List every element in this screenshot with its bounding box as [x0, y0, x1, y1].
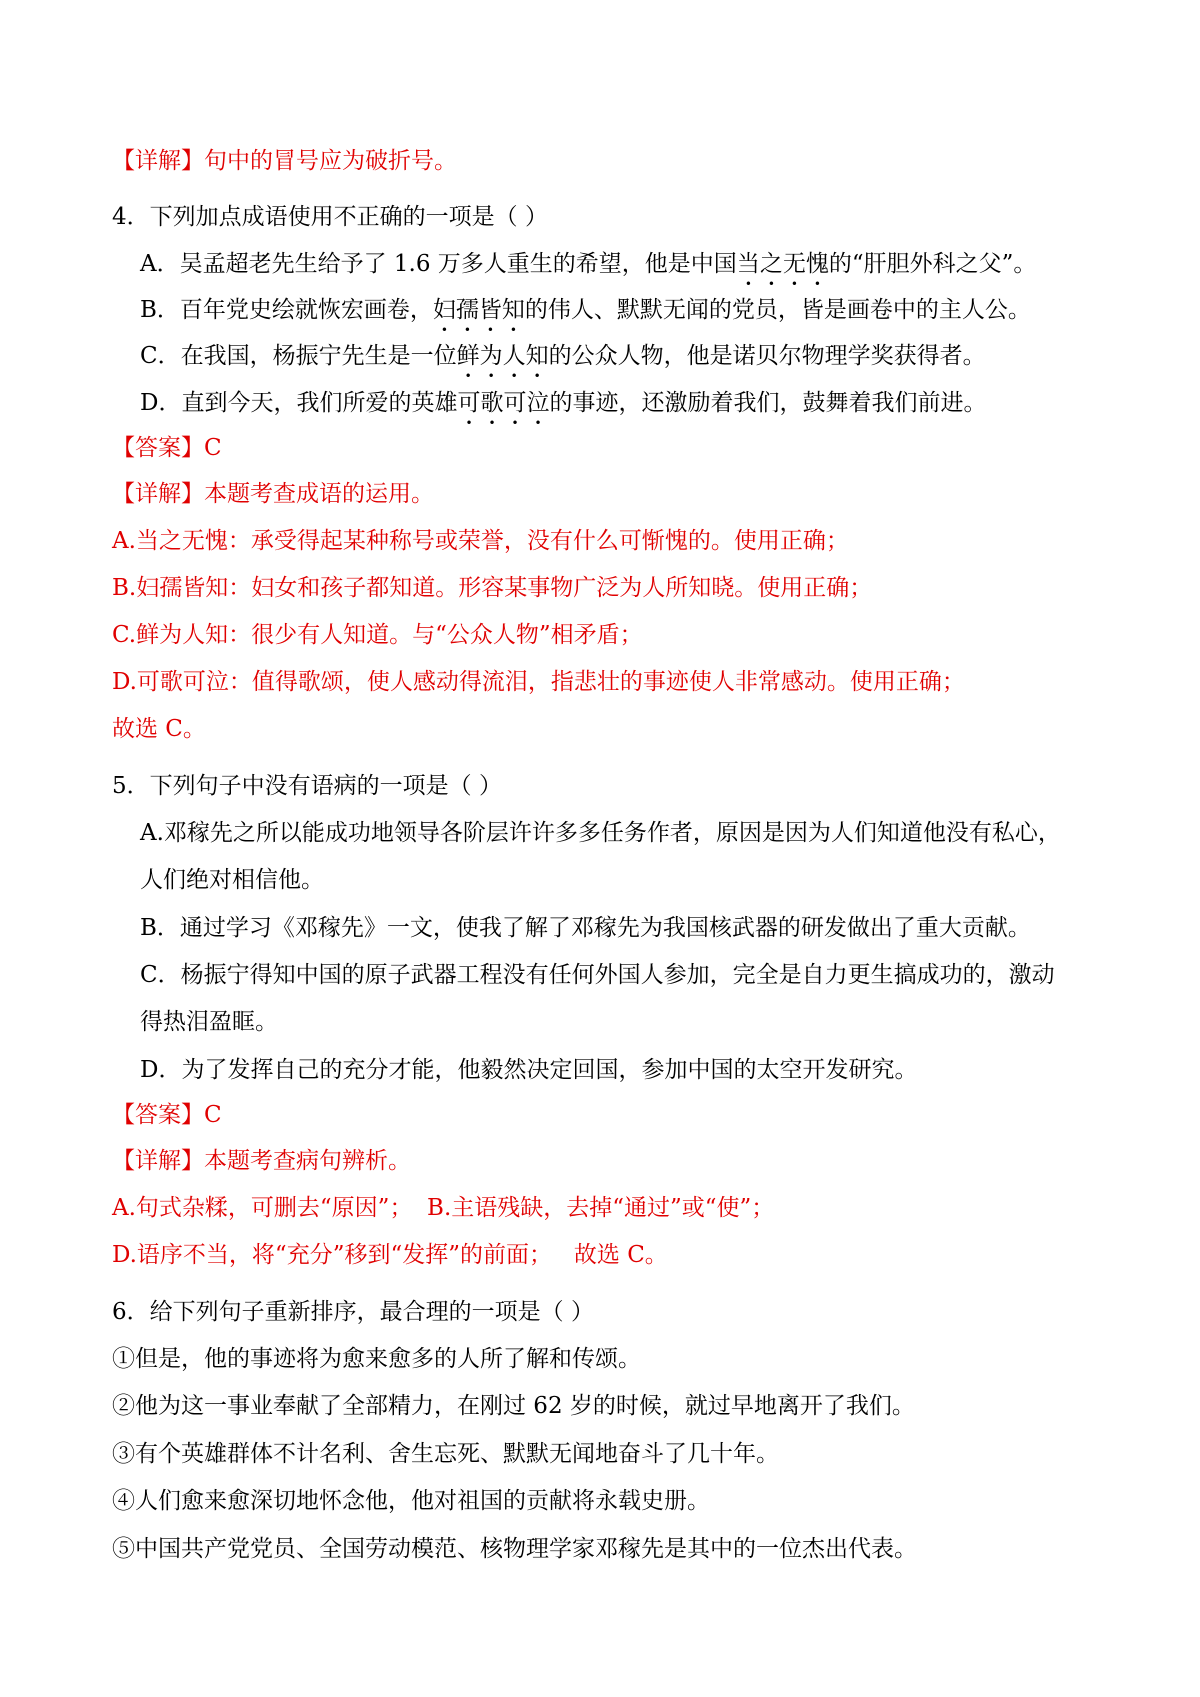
detail-tag: 【详解】: [112, 148, 204, 174]
q5-option-c-line2: 得热泪盈眶。: [140, 1009, 278, 1035]
q4-option-b: B．百年党史绘就恢宏画卷，妇孺皆知的伟人、默默无闻的党员，皆是画卷中的主人公。: [140, 297, 1031, 323]
answer-value: C: [204, 435, 222, 461]
dotted-idiom: 妇孺皆知: [432, 297, 525, 323]
q5-explanation-ab: A.句式杂糅，可删去“原因”； B.主语残缺，去掉“通过”或“使”；: [112, 1195, 775, 1221]
detail-text: 本题考查病句辨析。: [204, 1148, 411, 1174]
q4-option-a: A．吴孟超老先生给予了 1.6 万多人重生的希望，他是中国当之无愧的“肝胆外科之父”。: [140, 251, 1037, 277]
q4-explanation-a: A.当之无愧：承受得起某种称号或荣誉，没有什么可惭愧的。使用正确；: [112, 528, 849, 554]
answer-tag: 【答案】: [112, 1102, 204, 1128]
q5-answer: [112, 1100, 222, 1130]
q6-sentence-1: ①但是，他的事迹将为愈来愈多的人所了解和传颂。: [112, 1346, 641, 1372]
answer-tag: 【答案】: [112, 435, 204, 461]
q6-sentence-5: ⑤中国共产党党员、全国劳动模范、核物理学家邓稼先是其中的一位杰出代表。: [112, 1536, 917, 1562]
q5-option-c-line1: C．杨振宁得知中国的原子武器工程没有任何外国人参加，完全是自力更生搞成功的，激动: [140, 962, 1055, 988]
q6-sentence-2: ②他为这一事业奉献了全部精力，在刚过 62 岁的时候，就过早地离开了我们。: [112, 1393, 915, 1419]
q5-option-d: D．为了发挥自己的充分才能，他毅然决定回国，参加中国的太空开发研究。: [140, 1057, 918, 1083]
question-5-stem: 5．下列句子中没有语病的一项是（ ）: [112, 773, 502, 799]
q4-detail: [112, 479, 434, 509]
q4-conclusion: 故选 C。: [112, 716, 206, 742]
q6-sentence-4: ④人们愈来愈深切地怀念他，他对祖国的贡献将永载史册。: [112, 1488, 710, 1514]
q5-detail: [112, 1146, 411, 1176]
q5-option-a-line1: A.邓稼先之所以能成功地领导各阶层许许多多任务作者，原因是因为人们知道他没有私心，: [140, 820, 1061, 846]
q4-option-c: C．在我国，杨振宁先生是一位鲜为人知的公众人物，他是诺贝尔物理学奖获得者。: [140, 343, 986, 369]
q4-explanation-c: C.鲜为人知：很少有人知道。与“公众人物”相矛盾；: [112, 622, 643, 648]
q4-explanation-b: B.妇孺皆知：妇女和孩子都知道。形容某事物广泛为人所知晓。使用正确；: [112, 575, 873, 601]
detail-text: 本题考查成语的运用。: [204, 481, 434, 507]
detail-tag: 【详解】: [112, 1148, 204, 1174]
q6-sentence-3: ③有个英雄群体不计名利、舍生忘死、默默无闻地奋斗了几十年。: [112, 1441, 779, 1467]
question-4-stem: 4．下列加点成语使用不正确的一项是（ ）: [112, 204, 548, 230]
q5-explanation-d: D.语序不当，将“充分”移到“发挥”的前面； 故选 C。: [112, 1242, 668, 1268]
q4-explanation-d: D.可歌可泣：值得歌颂，使人感动得流泪，指悲壮的事迹使人非常感动。使用正确；: [112, 669, 965, 695]
dotted-idiom: 鲜为人知: [456, 343, 549, 369]
q5-option-b: B．通过学习《邓稼先》一文，使我了解了邓稼先为我国核武器的研发做出了重大贡献。: [140, 915, 1031, 941]
detail-tag: 【详解】: [112, 481, 204, 507]
dotted-idiom: 可歌可泣: [457, 390, 550, 416]
dotted-idiom: 当之无愧: [736, 251, 829, 277]
q5-option-a-line2: 人们绝对相信他。: [140, 867, 324, 893]
q4-option-d: D．直到今天，我们所爱的英雄可歌可泣的事迹，还激励着我们，鼓舞着我们前进。: [140, 390, 987, 416]
question-6-stem: 6．给下列句子重新排序，最合理的一项是（ ）: [112, 1299, 594, 1325]
q4-answer: [112, 433, 222, 463]
answer-value: C: [204, 1102, 222, 1128]
detail-text: 句中的冒号应为破折号。: [204, 148, 457, 174]
q3-detail: [112, 146, 457, 176]
